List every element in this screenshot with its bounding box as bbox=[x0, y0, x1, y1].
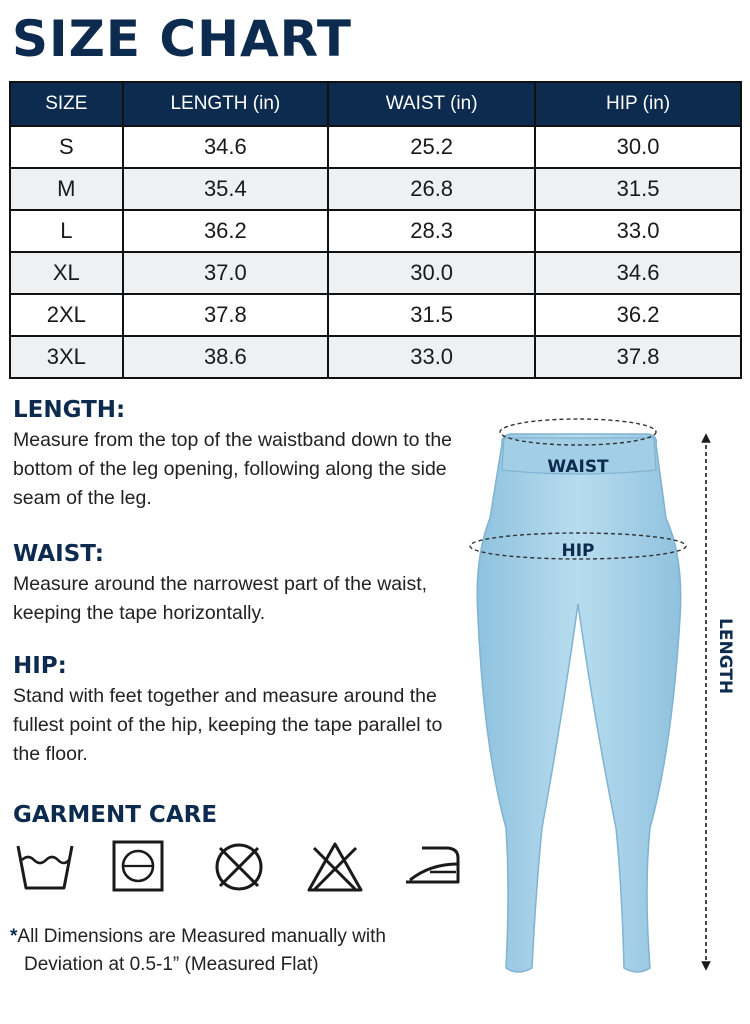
length-label: LENGTH bbox=[715, 618, 735, 695]
tumble-dry-icon bbox=[110, 838, 166, 894]
table-row bbox=[10, 336, 741, 378]
cell-hip: 37.8 bbox=[535, 336, 741, 378]
cell-hip: 30.0 bbox=[535, 126, 741, 168]
hip-heading: HIP: bbox=[13, 653, 67, 679]
cell-waist: 33.0 bbox=[328, 336, 535, 378]
cell-size: 2XL bbox=[10, 294, 123, 336]
do-not-wash-icon bbox=[210, 838, 268, 896]
cell-length: 38.6 bbox=[123, 336, 328, 378]
hip-label: HIP bbox=[561, 541, 595, 561]
measurement-footnote bbox=[10, 923, 480, 979]
table-row bbox=[10, 168, 741, 210]
garment-care-heading: GARMENT CARE bbox=[13, 802, 218, 828]
asterisk-icon: * bbox=[10, 926, 18, 947]
cell-waist: 26.8 bbox=[328, 168, 535, 210]
cell-waist: 28.3 bbox=[328, 210, 535, 252]
cell-waist: 31.5 bbox=[328, 294, 535, 336]
waist-heading: WAIST: bbox=[13, 541, 104, 567]
waist-section bbox=[13, 540, 433, 628]
garment-care-section bbox=[13, 801, 483, 829]
page-title: SIZE CHART bbox=[12, 10, 353, 68]
cell-size: XL bbox=[10, 252, 123, 294]
table-row bbox=[10, 252, 741, 294]
cell-hip: 31.5 bbox=[535, 168, 741, 210]
footnote-line-1: All Dimensions are Measured manually with bbox=[17, 926, 386, 947]
length-description: Measure from the top of the waistband down to the bottom of the leg opening, following along the side seam of the leg. bbox=[13, 429, 453, 509]
care-icons-row bbox=[14, 838, 464, 898]
column-header-waist: WAIST (in) bbox=[328, 82, 535, 126]
table-row bbox=[10, 210, 741, 252]
waist-label: WAIST bbox=[547, 457, 609, 477]
cell-hip: 36.2 bbox=[535, 294, 741, 336]
length-heading: LENGTH: bbox=[13, 397, 126, 423]
hip-description: Stand with feet together and measure around the fullest point of the hip, keeping the tape parallel to the floor. bbox=[13, 685, 443, 765]
cell-size: S bbox=[10, 126, 123, 168]
cell-waist: 25.2 bbox=[328, 126, 535, 168]
cell-hip: 34.6 bbox=[535, 252, 741, 294]
leggings-shape bbox=[477, 434, 681, 972]
table-header-row bbox=[10, 82, 741, 126]
cell-length: 37.8 bbox=[123, 294, 328, 336]
cell-waist: 30.0 bbox=[328, 252, 535, 294]
cell-length: 37.0 bbox=[123, 252, 328, 294]
cell-length: 36.2 bbox=[123, 210, 328, 252]
column-header-size: SIZE bbox=[10, 82, 123, 126]
cell-hip: 33.0 bbox=[535, 210, 741, 252]
hand-wash-icon bbox=[14, 838, 76, 894]
cell-size: 3XL bbox=[10, 336, 123, 378]
waist-description: Measure around the narrowest part of the waist, keeping the tape horizontally. bbox=[13, 573, 428, 624]
length-section bbox=[13, 396, 483, 513]
cell-size: M bbox=[10, 168, 123, 210]
table-row bbox=[10, 126, 741, 168]
table-row bbox=[10, 294, 741, 336]
footnote-line-2: Deviation at 0.5-1” (Measured Flat) bbox=[24, 954, 319, 975]
cell-size: L bbox=[10, 210, 123, 252]
column-header-length: LENGTH (in) bbox=[123, 82, 328, 126]
do-not-bleach-icon bbox=[304, 838, 366, 896]
hip-section bbox=[13, 652, 453, 769]
cell-length: 35.4 bbox=[123, 168, 328, 210]
cell-length: 34.6 bbox=[123, 126, 328, 168]
iron-icon bbox=[400, 838, 464, 894]
leggings-figure bbox=[466, 408, 750, 988]
column-header-hip: HIP (in) bbox=[535, 82, 741, 126]
size-table bbox=[9, 81, 742, 379]
